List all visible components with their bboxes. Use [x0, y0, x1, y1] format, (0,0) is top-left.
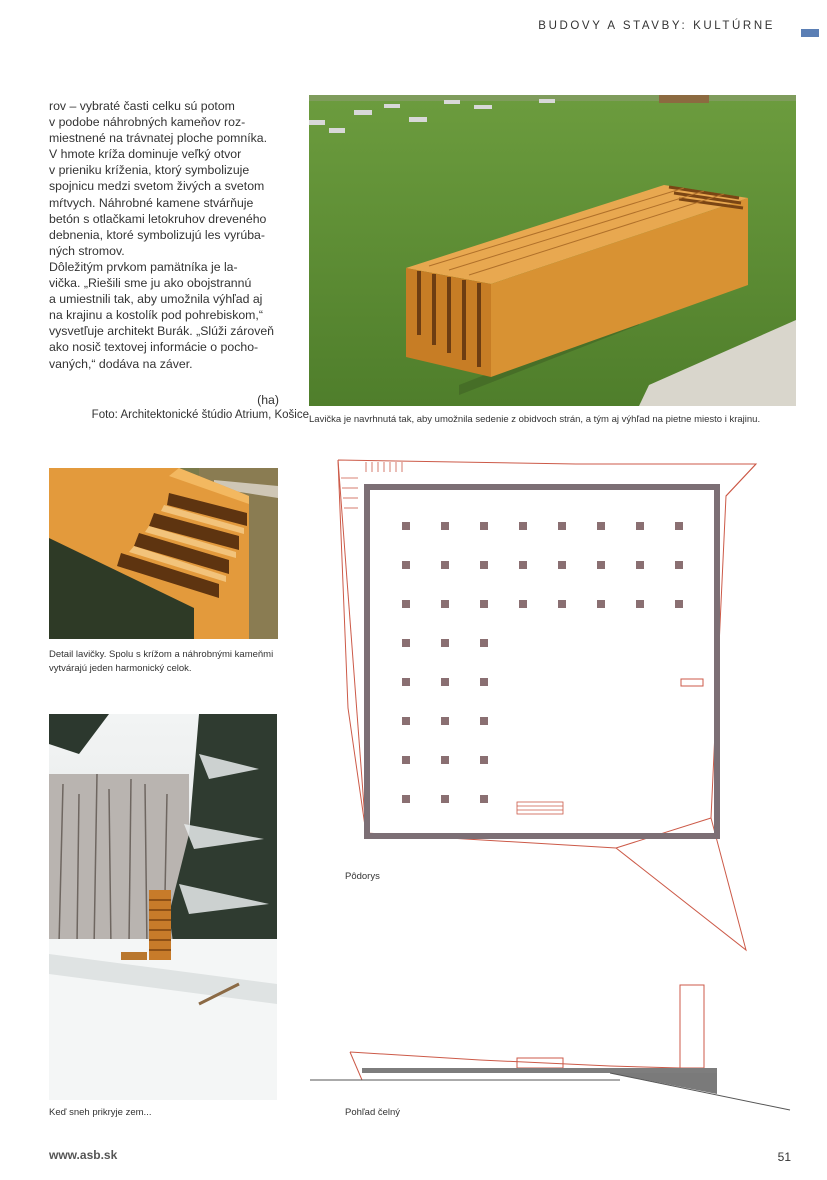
- bench-photo: [309, 95, 796, 406]
- section-accent-mark: [801, 29, 819, 37]
- article-paragraph-1: rov – vybraté časti celku sú potom v podobe náhrobných kameňov roz- miestnené na trávnatej ploche pomníka. V hmote kríža dominuje veľký otvor v prieniku kríženia, ktorý symbolizuje spojnicu medzi svetom živých a svetom mŕtvych. Náhrobné kamene stvárňuje betón s otlačkami letokruhov dreveného debnenia, ktoré symbolizujú les vyrúba- ných stromov.: [49, 99, 268, 258]
- author-signature: (ha): [257, 393, 279, 407]
- article-paragraph-2: Dôležitým prvkom pamätníka je la- vička. „Riešili sme ju ako obojstrannú a umiestnili tak, aby umožnila výhľad aj na krajinu a kostolík pod pohrebiskom,“ vysvetľuje architekt Burák. „Slúži zároveň ako nosič textovej informácie o pocho- vaných,“ dodáva na záver.: [49, 259, 275, 371]
- floor-plan-drawing: [336, 458, 762, 952]
- page-number: 51: [777, 1150, 791, 1164]
- bench-photo-caption: Lavička je navrhnutá tak, aby umožnila sedenie z obidvoch strán, a tým aj výhľad na pietne miesto i krajinu.: [309, 414, 761, 425]
- article-body: [49, 98, 284, 372]
- bench-detail-caption: Detail lavičky. Spolu s krížom a náhrobnými kameňmi vytvárajú jeden harmonický celok.: [49, 649, 274, 674]
- section-header: BUDOVY A STAVBY: KULTÚRNE: [538, 20, 775, 32]
- footer-url: www.asb.sk: [49, 1148, 118, 1162]
- photo-credit: Foto: Architektonické štúdio Atrium, Košice: [91, 409, 309, 421]
- bench-detail-photo: [49, 468, 278, 639]
- elevation-caption: Pohľad čelný: [345, 1107, 401, 1118]
- winter-photo-caption: Keď sneh prikryje zem...: [49, 1107, 152, 1118]
- floor-plan-caption: Pôdorys: [345, 871, 380, 882]
- winter-photo: [49, 714, 277, 1100]
- front-elevation-drawing: [310, 982, 795, 1112]
